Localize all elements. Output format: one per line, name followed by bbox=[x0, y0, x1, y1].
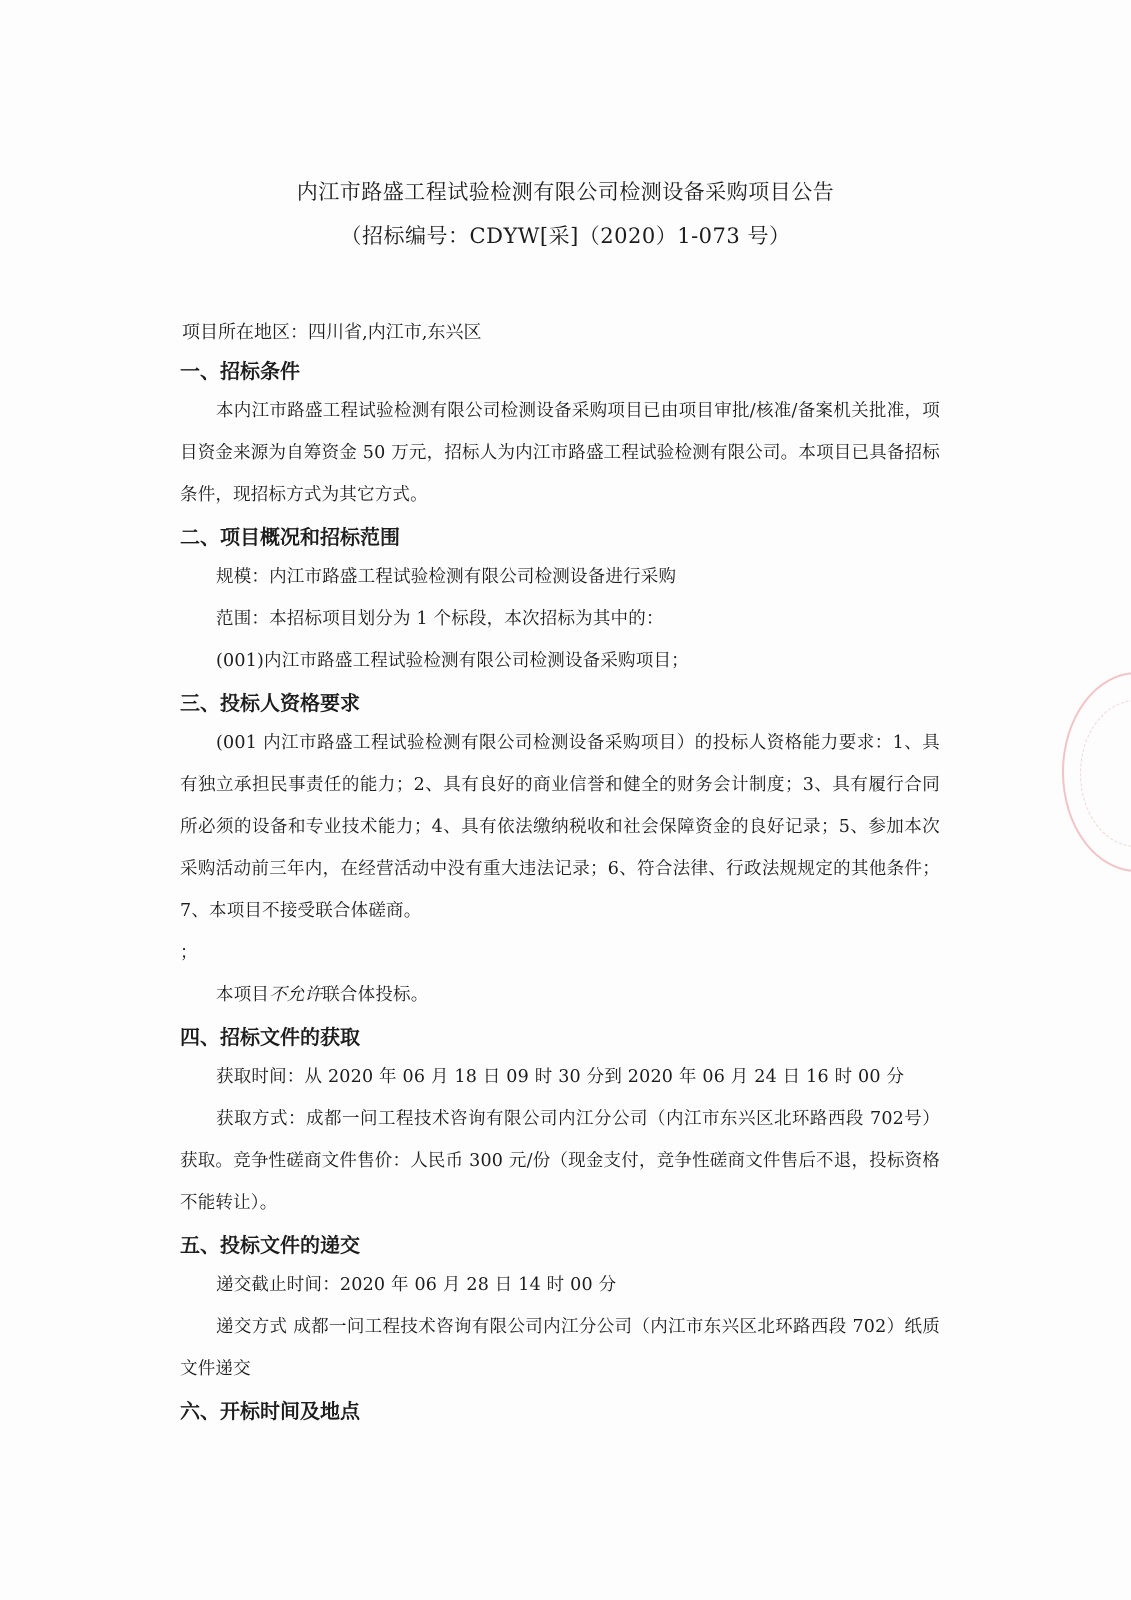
consortium-policy-text bbox=[180, 974, 940, 1016]
section-heading-bidder-qualifications: 三、投标人资格要求 bbox=[180, 691, 360, 715]
project-scope-text: 范围：本招标项目划分为 1 个标段，本次招标为其中的： bbox=[216, 609, 664, 629]
section-heading-project-overview: 二、项目概况和招标范围 bbox=[180, 525, 400, 549]
tender-number: （招标编号：CDYW[采]（2020）1-073 号） bbox=[340, 224, 791, 248]
document-title: 内江市路盛工程试验检测有限公司检测设备采购项目公告 bbox=[296, 180, 835, 204]
acquisition-method-paragraph: 获取方式：成都一问工程技术咨询有限公司内江分公司（内江市东兴区北环路西段 702号）获取。竞争性磋商文件售价：人民币 300 元/份（现金支付，竞争性磋商文件售后不退，投标资格不能转让）。 bbox=[180, 1109, 940, 1213]
qualification-requirements-paragraph: (001 内江市路盛工程试验检测有限公司检测设备采购项目）的投标人资格能力要求：1、具有独立承担民事责任的能力；2、具有良好的商业信誉和健全的财务会计制度；3、具有履行合同所必须的设备和专业技术能力；4、具有依法缴纳税收和社会保障资金的良好记录；5、参加本次采购活动前三年内，在经营活动中没有重大违法记录；6、符合法律、行政法规规定的其他条件；7、本项目不接受联合体磋商。 bbox=[180, 733, 940, 921]
document-body bbox=[180, 350, 940, 1430]
consortium-policy-suffix: 联合体投标。 bbox=[322, 985, 429, 1005]
lot-item-text: (001)内江市路盛工程试验检测有限公司检测设备采购项目； bbox=[216, 651, 689, 671]
section-heading-bid-opening: 六、开标时间及地点 bbox=[180, 1399, 360, 1423]
acquisition-time-text: 获取时间：从 2020 年 06 月 18 日 09 时 30 分到 2020 年 06 月 24 日 16 时 00 分 bbox=[216, 1067, 905, 1087]
project-region: 项目所在地区：四川省,内江市,东兴区 bbox=[182, 322, 482, 343]
submission-method-paragraph: 递交方式 成都一问工程技术咨询有限公司内江分公司（内江市东兴区北环路西段 702）纸质文件递交 bbox=[180, 1317, 940, 1379]
section-heading-document-acquisition: 四、招标文件的获取 bbox=[180, 1025, 360, 1049]
stray-semicolon: ； bbox=[180, 943, 198, 963]
section-heading-bid-submission: 五、投标文件的递交 bbox=[180, 1233, 360, 1257]
project-scale-text: 规模：内江市路盛工程试验检测有限公司检测设备进行采购 bbox=[216, 567, 677, 587]
submission-deadline-text: 递交截止时间：2020 年 06 月 28 日 14 时 00 分 bbox=[216, 1275, 617, 1295]
consortium-policy-prefix: 本项目 bbox=[216, 985, 270, 1005]
section-heading-tender-conditions: 一、招标条件 bbox=[180, 359, 300, 383]
tender-conditions-paragraph: 本内江市路盛工程试验检测有限公司检测设备采购项目已由项目审批/核准/备案机关批准，项目资金来源为自筹资金 50 万元，招标人为内江市路盛工程试验检测有限公司。本项目已具备招标条件，现招标方式为其它方式。 bbox=[180, 401, 940, 505]
consortium-policy-emphasis: 不允许 bbox=[269, 985, 323, 1005]
